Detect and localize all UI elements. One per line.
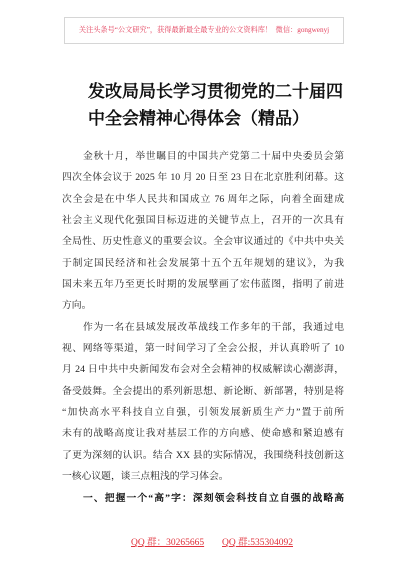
- promo-banner-text: 关注头条号“公文研究”，获得最新最全最专业的公文资料库！ 微信：gongwenyj: [78, 26, 330, 34]
- paragraph-line: 社会主义现代化强国目标迈进的关键节点上，召开的一次具有: [62, 215, 344, 227]
- paragraph-line: 作为一名在县域发展改革战线工作多年的干部，我通过电: [83, 321, 344, 333]
- paragraph-2: [62, 317, 344, 488]
- section-heading-1: 一、把握一个“高”字：深刻领会科技自立自强的战略高: [83, 492, 344, 504]
- paragraph-line: 国未来五年乃至更长时期的发展擘画了宏伟蓝图，指明了前进: [62, 279, 344, 291]
- paragraph-line: 于制定国民经济和社会发展第十五个五年规划的建议》，为我: [62, 257, 344, 269]
- paragraph-line: 月 24 日中共中央新闻发布会对全会精神的权威解读心潮澎湃，: [62, 364, 344, 376]
- paragraph-1: [62, 146, 344, 317]
- footer-qq-group-2: QQ 群:535304092: [222, 538, 293, 548]
- title-line: 中全会精神心得体会（精品）: [88, 109, 309, 128]
- document-title: [88, 78, 343, 132]
- paragraph-line: 方向。: [62, 300, 92, 312]
- paragraph-line: 备受鼓舞。全会提出的系列新思想、新论断、新部署，特别是将: [62, 385, 344, 397]
- paragraph-line: 视、网络等渠道，第一时间学习了全会公报，并认真聆听了 10: [62, 343, 344, 355]
- footer-qq-group-1: QQ 群：30265665: [131, 538, 205, 548]
- promo-banner: [64, 17, 344, 44]
- paragraph-line: 全局性、历史性意义的重要会议。全会审议通过的《中共中央关: [62, 236, 344, 248]
- paragraph-line: 金秋十月，举世瞩目的中国共产党第二十届中央委员会第: [83, 151, 344, 162]
- paragraph-line: “加快高水平科技自立自强，引领发展新质生产力”置于前所: [62, 407, 344, 419]
- title-line: 发改局局长学习贯彻党的二十届四: [88, 82, 343, 101]
- paragraph-line: 了更为深刻的认识。结合 XX 县的实际情况，我围绕科技创新这: [62, 449, 344, 461]
- paragraph-line: 次全会是在中华人民共和国成立 76 周年之际，向着全面建成: [62, 193, 344, 205]
- paragraph-line: 一核心议题，谈三点粗浅的学习体会。: [62, 471, 229, 483]
- paragraph-line: 四次全体会议于 2025 年 10 月 20 日至 23 日在北京胜利闭幕。这: [62, 172, 344, 184]
- document-body: [62, 146, 344, 509]
- paragraph-line: 未有的战略高度让我对基层工作的方向感、使命感和紧迫感有: [62, 428, 344, 440]
